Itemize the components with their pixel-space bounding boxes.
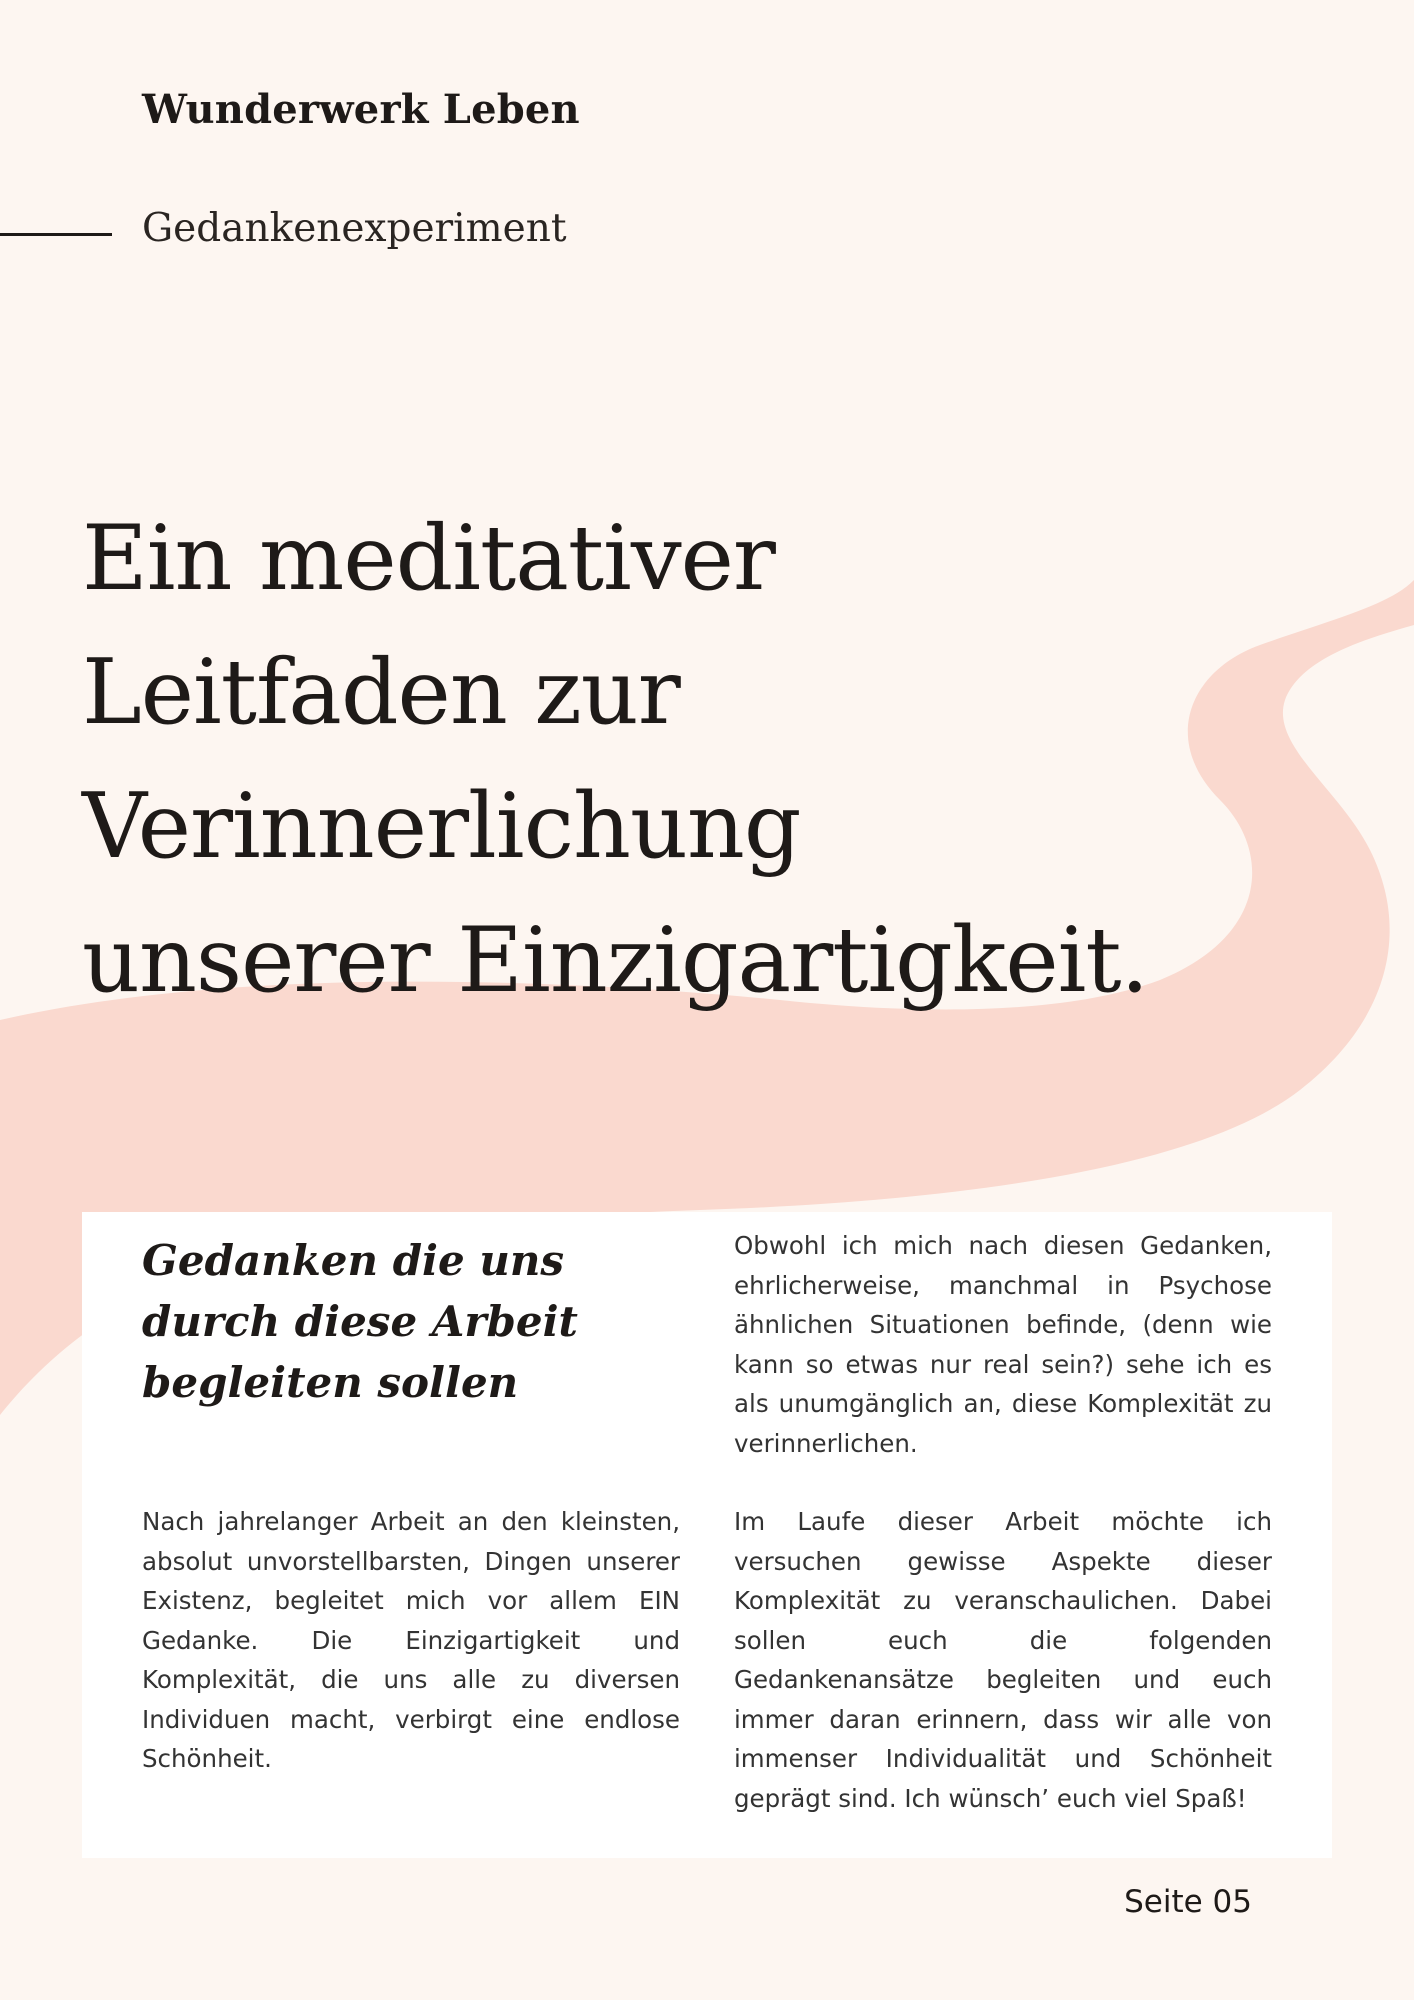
headline-line: Leitfaden zur [82, 640, 680, 745]
paragraph-right-1: Obwohl ich mich nach diesen Gedanken, ehrlicherweise, manchmal in Psychose ähnlichen Situationen befinde, (denn wie kann so etwas nur real sein?) sehe ich es als unumgänglich an, diese Komplexität zu verinnerlichen. [734, 1231, 1272, 1458]
page-headline [82, 492, 1282, 1028]
headline-line: Ein meditativer [82, 506, 775, 611]
section-label: Gedankenexperiment [142, 206, 567, 251]
headline-line: Verinnerlichung [82, 774, 801, 879]
brand-title: Wunderwerk Leben [142, 86, 580, 133]
headline-line: unserer Einzigartigkeit. [82, 908, 1149, 1013]
page-number: Seite 05 [1124, 1884, 1252, 1920]
paragraph-right-2: Im Laufe dieser Arbeit möchte ich versuchen gewisse Aspekte dieser Komplexität zu veranschaulichen. Dabei sollen euch die folgenden Gedankenansätze begleiten und euch immer daran erinnern, dass wir alle von immenser Individualität und Schönheit geprägt sind. Ich wünsch’ euch viel Spaß! [734, 1507, 1272, 1813]
paragraph-left: Nach jahrelanger Arbeit an den kleinsten, absolut unvorstellbarsten, Dingen unserer Existenz, begleitet mich vor allem EIN Gedanke. Die Einzigartigkeit und Komplexität, die uns alle zu diversen Individuen macht, verbirgt eine endlose Schönheit. [142, 1507, 680, 1773]
content-subheading: Gedanken die uns durch diese Arbeit begleiten sollen [142, 1236, 578, 1407]
section-divider [0, 233, 112, 236]
